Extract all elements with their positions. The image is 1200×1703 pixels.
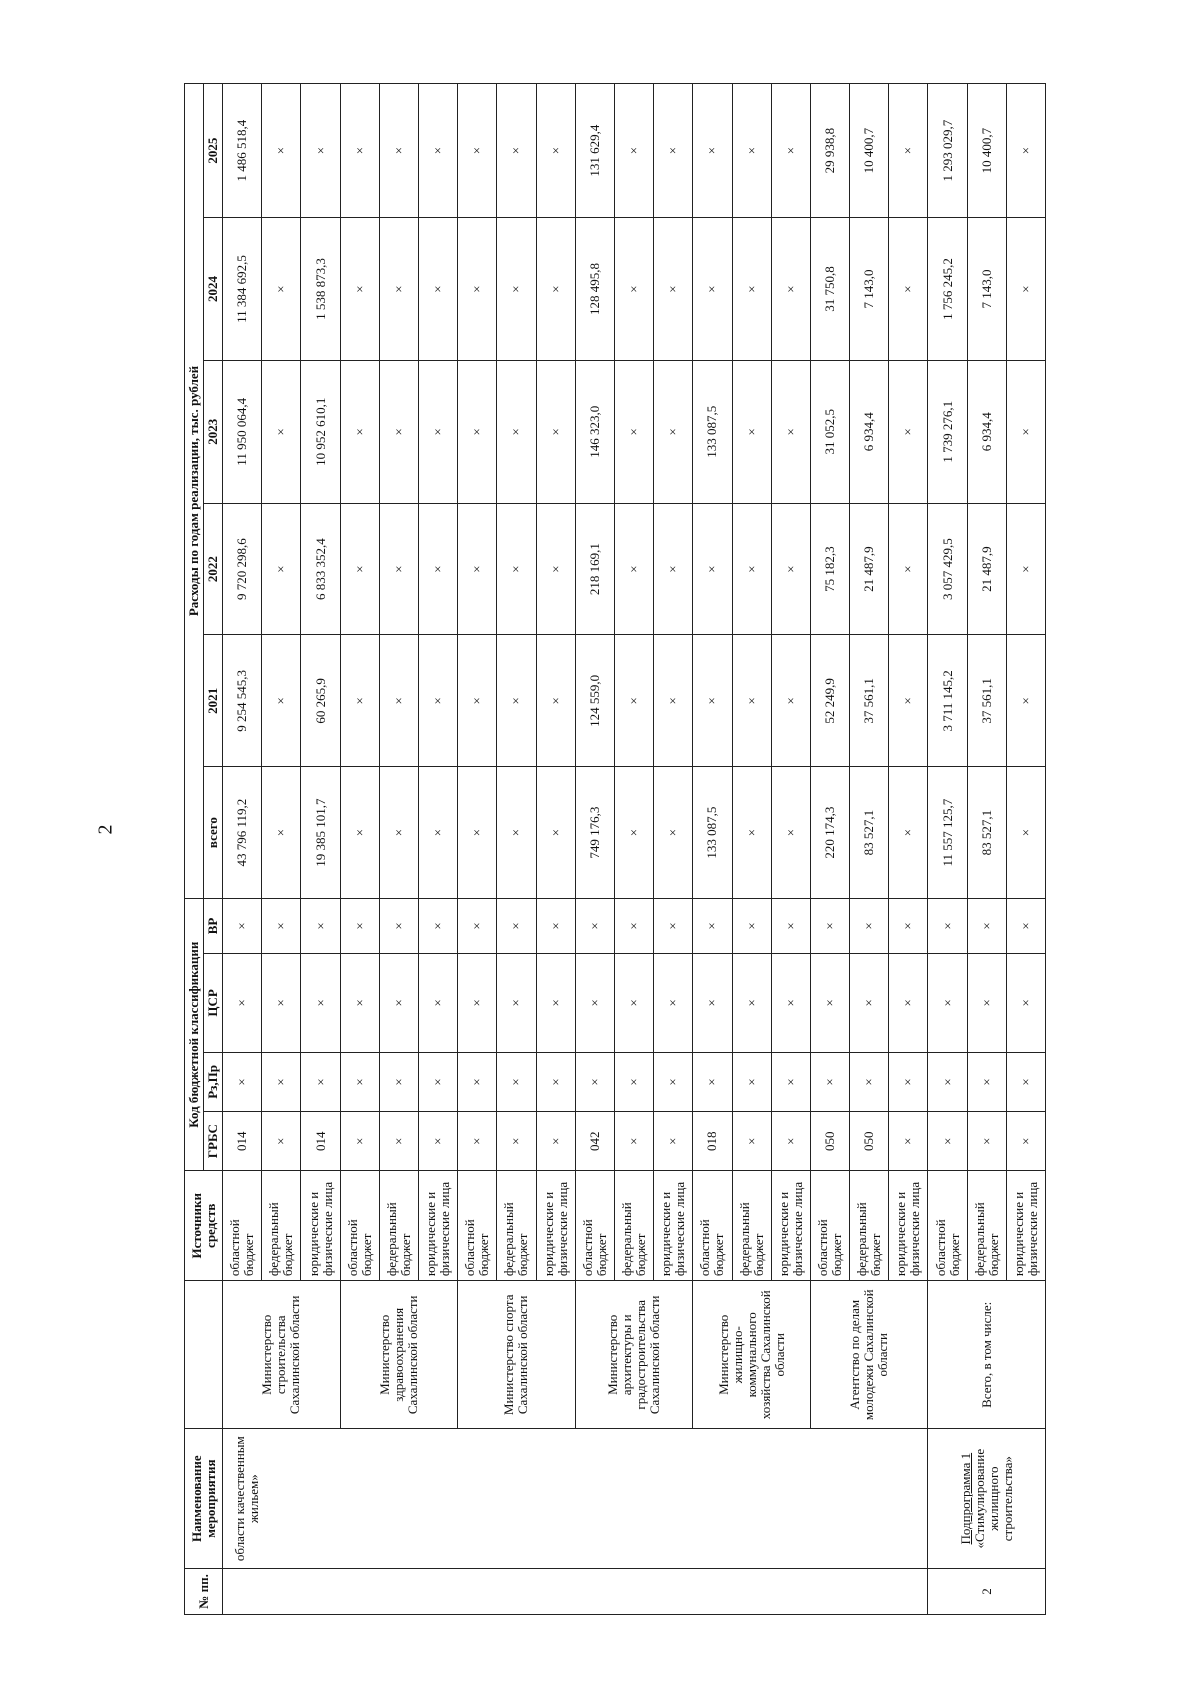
value-cell-csr: × <box>223 953 262 1052</box>
value-cell-total: × <box>1006 767 1045 899</box>
value-cell-y2022: × <box>497 503 536 635</box>
source-cell: юридические и физические лица <box>536 1171 575 1281</box>
value-cell-csr: × <box>889 953 928 1052</box>
value-cell-y2022: × <box>340 503 379 635</box>
value-cell-y2022: 9 720 298,6 <box>223 503 262 635</box>
value-cell-csr: × <box>575 953 614 1052</box>
value-cell-rzpr: × <box>419 1052 458 1111</box>
value-cell-vr: × <box>223 899 262 954</box>
value-cell-vr: × <box>654 899 693 954</box>
value-cell-total: × <box>771 767 810 899</box>
value-cell-rzpr: × <box>771 1052 810 1111</box>
source-cell: областной бюджет <box>340 1171 379 1281</box>
value-cell-y2022: × <box>614 503 653 635</box>
executor-cell: Министерство архитектуры и градостроительства Сахалинской области <box>575 1281 693 1429</box>
value-cell-y2023: × <box>262 360 301 503</box>
value-cell-grbs: × <box>536 1112 575 1171</box>
value-cell-y2023: × <box>458 360 497 503</box>
source-cell: федеральный бюджет <box>379 1171 418 1281</box>
value-cell-y2022: × <box>419 503 458 635</box>
value-cell-y2022: × <box>693 503 732 635</box>
value-cell-y2024: 1 538 873,3 <box>301 218 340 361</box>
value-cell-y2025: × <box>771 84 810 218</box>
executor-cell: Министерство спорта Сахалинской области <box>458 1281 576 1429</box>
value-cell-y2024: × <box>497 218 536 361</box>
source-cell: юридические и физические лица <box>301 1171 340 1281</box>
value-cell-y2025: × <box>693 84 732 218</box>
header-grbs: ГРБС <box>204 1112 223 1171</box>
value-cell-grbs: × <box>262 1112 301 1171</box>
source-cell: федеральный бюджет <box>732 1171 771 1281</box>
value-cell-rzpr: × <box>732 1052 771 1111</box>
value-cell-vr: × <box>575 899 614 954</box>
source-cell: юридические и физические лица <box>419 1171 458 1281</box>
value-cell-grbs: × <box>771 1112 810 1171</box>
value-cell-rzpr: × <box>575 1052 614 1111</box>
value-cell-total: 220 174,3 <box>810 767 849 899</box>
value-cell-grbs: 042 <box>575 1112 614 1171</box>
value-cell-y2024: 128 495,8 <box>575 218 614 361</box>
value-cell-vr: × <box>693 899 732 954</box>
value-cell-rzpr: × <box>810 1052 849 1111</box>
value-cell-y2021: 52 249,9 <box>810 635 849 767</box>
source-cell: областной бюджет <box>693 1171 732 1281</box>
value-cell-vr: × <box>458 899 497 954</box>
value-cell-csr: × <box>458 953 497 1052</box>
value-cell-csr: × <box>497 953 536 1052</box>
value-cell-y2023: × <box>497 360 536 503</box>
value-cell-y2025: × <box>1006 84 1045 218</box>
event-name-cell: области качественным жильем» <box>223 1429 928 1568</box>
value-cell-y2023: 6 934,4 <box>967 360 1006 503</box>
source-cell: федеральный бюджет <box>614 1171 653 1281</box>
value-cell-y2022: × <box>889 503 928 635</box>
value-cell-y2023: 6 934,4 <box>850 360 889 503</box>
header-2022: 2022 <box>204 503 223 635</box>
value-cell-y2024: 7 143,0 <box>850 218 889 361</box>
value-cell-y2021: 9 254 545,3 <box>223 635 262 767</box>
header-csr: ЦСР <box>204 953 223 1052</box>
value-cell-y2023: × <box>419 360 458 503</box>
value-cell-y2022: 3 057 429,5 <box>928 503 967 635</box>
value-cell-y2023: 31 052,5 <box>810 360 849 503</box>
value-cell-grbs: × <box>379 1112 418 1171</box>
value-cell-total: 19 385 101,7 <box>301 767 340 899</box>
value-cell-y2025: 10 400,7 <box>850 84 889 218</box>
header-row-1 <box>185 84 204 1615</box>
value-cell-y2025: × <box>262 84 301 218</box>
source-cell: юридические и физические лица <box>1006 1171 1045 1281</box>
value-cell-y2025: × <box>654 84 693 218</box>
subprogram-name-cell <box>928 1429 1046 1568</box>
value-cell-vr: × <box>1006 899 1045 954</box>
value-cell-total: × <box>497 767 536 899</box>
value-cell-total: 83 527,1 <box>850 767 889 899</box>
value-cell-grbs: × <box>497 1112 536 1171</box>
value-cell-y2024: × <box>536 218 575 361</box>
value-cell-csr: × <box>732 953 771 1052</box>
value-cell-grbs: × <box>732 1112 771 1171</box>
value-cell-rzpr: × <box>654 1052 693 1111</box>
value-cell-y2024: × <box>654 218 693 361</box>
value-cell-y2024: × <box>458 218 497 361</box>
header-2021: 2021 <box>204 635 223 767</box>
value-cell-y2021: 60 265,9 <box>301 635 340 767</box>
value-cell-vr: × <box>379 899 418 954</box>
value-cell-y2022: 218 169,1 <box>575 503 614 635</box>
value-cell-y2025: 131 629,4 <box>575 84 614 218</box>
value-cell-csr: × <box>340 953 379 1052</box>
source-cell: областной бюджет <box>458 1171 497 1281</box>
source-cell: федеральный бюджет <box>497 1171 536 1281</box>
table-row <box>223 84 262 1615</box>
source-cell: юридические и физические лица <box>889 1171 928 1281</box>
value-cell-y2021: 3 711 145,2 <box>928 635 967 767</box>
value-cell-y2022: × <box>771 503 810 635</box>
row-number-cell <box>223 1568 928 1614</box>
table-row <box>340 84 379 1615</box>
header-name: Наименование мероприятия <box>185 1429 223 1568</box>
header-sources: Источники средств <box>185 1171 223 1281</box>
value-cell-y2023: × <box>340 360 379 503</box>
value-cell-vr: × <box>497 899 536 954</box>
value-cell-vr: × <box>614 899 653 954</box>
value-cell-csr: × <box>850 953 889 1052</box>
value-cell-vr: × <box>732 899 771 954</box>
value-cell-vr: × <box>262 899 301 954</box>
value-cell-total: 43 796 119,2 <box>223 767 262 899</box>
subprogram-link: Подпрограмма 1 <box>957 1452 973 1545</box>
value-cell-y2024: × <box>732 218 771 361</box>
table-row <box>810 84 849 1615</box>
value-cell-total: × <box>379 767 418 899</box>
value-cell-rzpr: × <box>850 1052 889 1111</box>
value-cell-csr: × <box>419 953 458 1052</box>
value-cell-csr: × <box>1006 953 1045 1052</box>
header-expenses-group: Расходы по годам реализации, тыс. рублей <box>185 84 204 899</box>
value-cell-y2024: × <box>262 218 301 361</box>
value-cell-total: × <box>458 767 497 899</box>
value-cell-y2024: × <box>889 218 928 361</box>
value-cell-vr: × <box>928 899 967 954</box>
value-cell-grbs: 018 <box>693 1112 732 1171</box>
value-cell-y2021: × <box>497 635 536 767</box>
value-cell-rzpr: × <box>379 1052 418 1111</box>
value-cell-y2021: × <box>771 635 810 767</box>
header-executor <box>185 1281 223 1429</box>
value-cell-grbs: × <box>1006 1112 1045 1171</box>
value-cell-csr: × <box>810 953 849 1052</box>
value-cell-y2025: × <box>419 84 458 218</box>
value-cell-rzpr: × <box>340 1052 379 1111</box>
value-cell-y2021: 37 561,1 <box>967 635 1006 767</box>
value-cell-y2025: 29 938,8 <box>810 84 849 218</box>
value-cell-grbs: × <box>419 1112 458 1171</box>
value-cell-grbs: × <box>654 1112 693 1171</box>
value-cell-csr: × <box>536 953 575 1052</box>
value-cell-y2023: × <box>1006 360 1045 503</box>
value-cell-y2023: 10 952 610,1 <box>301 360 340 503</box>
value-cell-total: × <box>536 767 575 899</box>
value-cell-y2025: × <box>340 84 379 218</box>
value-cell-y2025: 1 486 518,4 <box>223 84 262 218</box>
value-cell-y2023: × <box>889 360 928 503</box>
value-cell-csr: × <box>771 953 810 1052</box>
value-cell-y2023: × <box>732 360 771 503</box>
source-cell: областной бюджет <box>575 1171 614 1281</box>
value-cell-vr: × <box>771 899 810 954</box>
value-cell-total: × <box>419 767 458 899</box>
value-cell-rzpr: × <box>497 1052 536 1111</box>
value-cell-y2023: × <box>614 360 653 503</box>
value-cell-grbs: × <box>967 1112 1006 1171</box>
value-cell-y2021: × <box>614 635 653 767</box>
value-cell-y2021: × <box>693 635 732 767</box>
value-cell-total: 11 557 125,7 <box>928 767 967 899</box>
value-cell-y2021: × <box>340 635 379 767</box>
value-cell-total: × <box>654 767 693 899</box>
value-cell-y2023: 133 087,5 <box>693 360 732 503</box>
value-cell-y2021: × <box>379 635 418 767</box>
value-cell-y2024: × <box>379 218 418 361</box>
table-row <box>458 84 497 1615</box>
value-cell-y2024: 31 750,8 <box>810 218 849 361</box>
value-cell-y2023: × <box>654 360 693 503</box>
value-cell-y2025: × <box>301 84 340 218</box>
value-cell-rzpr: × <box>301 1052 340 1111</box>
source-cell: областной бюджет <box>810 1171 849 1281</box>
source-cell: областной бюджет <box>223 1171 262 1281</box>
value-cell-rzpr: × <box>458 1052 497 1111</box>
value-cell-total: 749 176,3 <box>575 767 614 899</box>
value-cell-y2025: 10 400,7 <box>967 84 1006 218</box>
executor-cell: Министерство здравоохранения Сахалинской области <box>340 1281 458 1429</box>
value-cell-y2023: × <box>379 360 418 503</box>
value-cell-grbs: 014 <box>223 1112 262 1171</box>
value-cell-grbs: 014 <box>301 1112 340 1171</box>
value-cell-total: × <box>889 767 928 899</box>
value-cell-grbs: × <box>340 1112 379 1171</box>
value-cell-grbs: × <box>614 1112 653 1171</box>
value-cell-y2024: 11 384 692,5 <box>223 218 262 361</box>
value-cell-y2022: × <box>262 503 301 635</box>
value-cell-y2024: 1 756 245,2 <box>928 218 967 361</box>
value-cell-vr: × <box>967 899 1006 954</box>
value-cell-y2021: × <box>889 635 928 767</box>
row-number-cell: 2 <box>928 1568 1046 1614</box>
value-cell-vr: × <box>419 899 458 954</box>
value-cell-y2023: 146 323,0 <box>575 360 614 503</box>
value-cell-grbs: × <box>889 1112 928 1171</box>
source-cell: областной бюджет <box>928 1171 967 1281</box>
value-cell-csr: × <box>262 953 301 1052</box>
value-cell-csr: × <box>928 953 967 1052</box>
value-cell-y2024: × <box>419 218 458 361</box>
value-cell-y2025: × <box>732 84 771 218</box>
executor-cell: Агентство по делам молодежи Сахалинской области <box>810 1281 928 1429</box>
header-rzpr: Рз,Пр <box>204 1052 223 1111</box>
value-cell-y2021: × <box>419 635 458 767</box>
value-cell-y2025: × <box>536 84 575 218</box>
header-code-group: Код бюджетной классификации <box>185 899 204 1171</box>
value-cell-csr: × <box>301 953 340 1052</box>
value-cell-y2023: × <box>536 360 575 503</box>
source-cell: федеральный бюджет <box>967 1171 1006 1281</box>
value-cell-y2021: × <box>536 635 575 767</box>
value-cell-vr: × <box>301 899 340 954</box>
rotated-table-wrapper <box>184 83 1046 1615</box>
value-cell-y2025: × <box>889 84 928 218</box>
value-cell-grbs: × <box>928 1112 967 1171</box>
value-cell-rzpr: × <box>889 1052 928 1111</box>
value-cell-y2024: × <box>771 218 810 361</box>
source-cell: юридические и физические лица <box>771 1171 810 1281</box>
header-vr: ВР <box>204 899 223 954</box>
value-cell-y2021: × <box>654 635 693 767</box>
page-number: 2 <box>94 824 117 835</box>
value-cell-y2024: × <box>340 218 379 361</box>
source-cell: федеральный бюджет <box>850 1171 889 1281</box>
value-cell-grbs: 050 <box>810 1112 849 1171</box>
value-cell-total: × <box>732 767 771 899</box>
value-cell-y2024: × <box>1006 218 1045 361</box>
value-cell-rzpr: × <box>262 1052 301 1111</box>
value-cell-y2022: × <box>732 503 771 635</box>
value-cell-csr: × <box>614 953 653 1052</box>
source-cell: юридические и физические лица <box>654 1171 693 1281</box>
value-cell-total: 83 527,1 <box>967 767 1006 899</box>
value-cell-y2025: × <box>614 84 653 218</box>
value-cell-total: × <box>262 767 301 899</box>
value-cell-csr: × <box>967 953 1006 1052</box>
value-cell-grbs: × <box>458 1112 497 1171</box>
value-cell-y2022: × <box>654 503 693 635</box>
value-cell-y2021: × <box>458 635 497 767</box>
value-cell-y2021: × <box>732 635 771 767</box>
value-cell-y2023: 11 950 064,4 <box>223 360 262 503</box>
value-cell-rzpr: × <box>928 1052 967 1111</box>
value-cell-rzpr: × <box>693 1052 732 1111</box>
value-cell-csr: × <box>379 953 418 1052</box>
value-cell-y2024: × <box>693 218 732 361</box>
subprogram-title: «Стимулирование жилищного строительства» <box>971 1448 1015 1549</box>
table-row <box>575 84 614 1615</box>
value-cell-total: × <box>340 767 379 899</box>
value-cell-y2024: × <box>614 218 653 361</box>
value-cell-total: 133 087,5 <box>693 767 732 899</box>
table-row <box>693 84 732 1615</box>
value-cell-y2022: × <box>379 503 418 635</box>
table-row <box>928 84 967 1615</box>
executor-cell: Министерство строительства Сахалинской области <box>223 1281 341 1429</box>
executor-cell: Всего, в том числе: <box>928 1281 1046 1429</box>
value-cell-vr: × <box>850 899 889 954</box>
value-cell-csr: × <box>654 953 693 1052</box>
value-cell-y2021: × <box>262 635 301 767</box>
value-cell-y2025: × <box>458 84 497 218</box>
table-body <box>223 84 1046 1615</box>
value-cell-vr: × <box>889 899 928 954</box>
value-cell-rzpr: × <box>614 1052 653 1111</box>
value-cell-y2025: × <box>379 84 418 218</box>
header-2024: 2024 <box>204 218 223 361</box>
value-cell-rzpr: × <box>223 1052 262 1111</box>
value-cell-y2023: × <box>771 360 810 503</box>
budget-table <box>184 83 1046 1615</box>
value-cell-grbs: 050 <box>850 1112 889 1171</box>
source-cell: федеральный бюджет <box>262 1171 301 1281</box>
value-cell-y2022: 75 182,3 <box>810 503 849 635</box>
value-cell-y2021: 124 559,0 <box>575 635 614 767</box>
value-cell-y2022: × <box>536 503 575 635</box>
executor-cell: Министерство жилищно-коммунального хозяйства Сахалинской области <box>693 1281 811 1429</box>
value-cell-y2025: × <box>497 84 536 218</box>
value-cell-total: × <box>614 767 653 899</box>
value-cell-vr: × <box>536 899 575 954</box>
value-cell-y2023: 1 739 276,1 <box>928 360 967 503</box>
header-2023: 2023 <box>204 360 223 503</box>
value-cell-y2025: 1 293 029,7 <box>928 84 967 218</box>
value-cell-rzpr: × <box>1006 1052 1045 1111</box>
value-cell-y2022: × <box>1006 503 1045 635</box>
header-total: всего <box>204 767 223 899</box>
value-cell-y2024: 7 143,0 <box>967 218 1006 361</box>
value-cell-rzpr: × <box>967 1052 1006 1111</box>
value-cell-csr: × <box>693 953 732 1052</box>
value-cell-y2022: 6 833 352,4 <box>301 503 340 635</box>
value-cell-y2022: × <box>458 503 497 635</box>
value-cell-vr: × <box>340 899 379 954</box>
header-2025: 2025 <box>204 84 223 218</box>
value-cell-vr: × <box>810 899 849 954</box>
value-cell-y2022: 21 487,9 <box>850 503 889 635</box>
header-no: № пп. <box>185 1568 223 1614</box>
value-cell-y2022: 21 487,9 <box>967 503 1006 635</box>
value-cell-rzpr: × <box>536 1052 575 1111</box>
value-cell-y2021: × <box>1006 635 1045 767</box>
value-cell-y2021: 37 561,1 <box>850 635 889 767</box>
